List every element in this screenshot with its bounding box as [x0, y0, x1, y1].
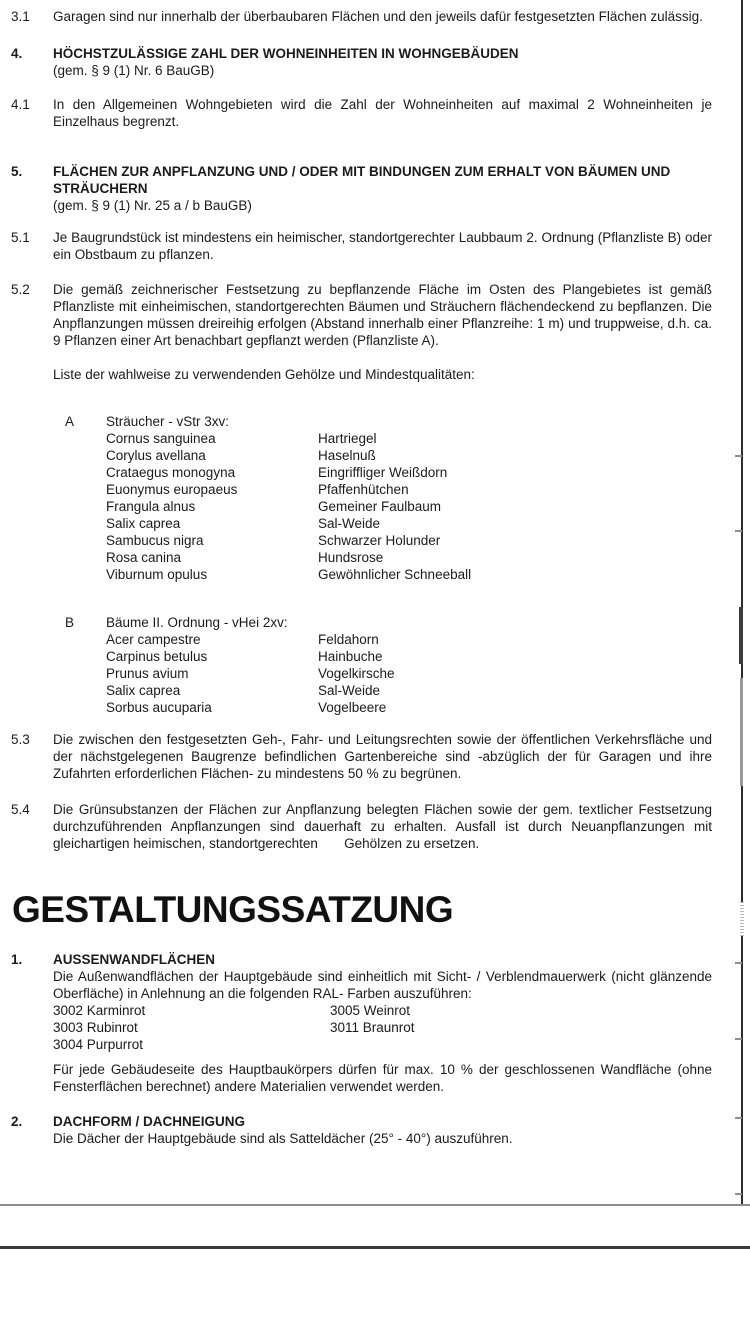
german-name: Haselnuß — [318, 448, 376, 463]
ral-color-row — [53, 1036, 712, 1053]
german-name: Gewöhnlicher Schneeball — [318, 567, 472, 582]
ral-color — [330, 1036, 712, 1053]
clause-number: 5.1 — [11, 230, 30, 245]
section-title: FLÄCHEN ZUR ANPFLANZUNG UND / ODER MIT BINDUNGEN ZUM ERHALT VON BÄUMEN UND STRÄUCHERN — [53, 164, 671, 196]
ral-color-row — [53, 1019, 712, 1036]
latin-name: Rosa canina — [106, 550, 182, 565]
latin-name: Prunus avium — [106, 666, 189, 681]
section-title: AUSSENWANDFLÄCHEN — [53, 952, 215, 967]
clause-text: Je Baugrundstück ist mindestens ein heimischer, standortgerechter Laubbaum 2. Ordnung (Pflanzliste B) oder ein Obstbaum zu pflanzen. — [53, 230, 712, 262]
section-number: 5. — [11, 164, 23, 179]
german-name: Vogelkirsche — [318, 666, 395, 681]
clause-text: Die zwischen den festgesetzten Geh-, Fahr- und Leitungsrechten sowie der öffentlichen Verkehrsfläche und der nächstgelegenen Baugrenze befindlichen Gartenbereiche sind -abzüglich der für Garagen und ihre Zufahrten erforderlichen Flächen- zu mindestens 50 % zu begrünen. — [53, 732, 712, 781]
german-name: Vogelbeere — [318, 700, 387, 715]
plant-row — [106, 430, 666, 447]
german-name: Hundsrose — [318, 550, 384, 565]
section-text: Für jede Gebäudeseite des Hauptbaukörpers dürfen für max. 10 % der geschlossenen Wandfläche (ohne Fensterflächen berechnet) andere Materialien verwendet werden. — [53, 1062, 712, 1094]
latin-name: Euonymus europaeus — [106, 482, 238, 497]
ral-color: 3004 Purpurrot — [53, 1037, 144, 1052]
section-number: 2. — [11, 1114, 23, 1129]
latin-name: Cornus sanguinea — [106, 431, 216, 446]
latin-name: Sorbus aucuparia — [106, 700, 212, 715]
page-edge-artifact — [740, 678, 743, 786]
section-5-heading — [11, 163, 712, 214]
clause-5-1 — [11, 229, 712, 263]
latin-name: Salix caprea — [106, 516, 181, 531]
ral-color: 3011 Braunrot — [330, 1020, 415, 1035]
ral-color: 3003 Rubinrot — [53, 1020, 138, 1035]
plant-row — [106, 498, 666, 515]
chapter-title: GESTALTUNGSSATZUNG — [12, 889, 454, 930]
latin-name: Salix caprea — [106, 683, 181, 698]
plant-list-heading: Bäume II. Ordnung - vHei 2xv: — [106, 615, 288, 630]
plant-list-label: B — [65, 615, 75, 630]
section-title: HÖCHSTZULÄSSIGE ZAHL DER WOHNEINHEITEN IN WOHNGEBÄUDEN — [53, 46, 519, 61]
latin-name: Frangula alnus — [106, 499, 196, 514]
page-edge-tick — [735, 455, 742, 457]
page-edge-vertical-rule — [741, 0, 743, 1204]
section-text: Die Außenwandflächen der Hauptgebäude sind einheitlich mit Sicht- / Verblendmauerwerk (nicht glänzende Oberfläche) in Anlehnung an die folgenden RAL- Farben auszuführen: — [53, 969, 712, 1001]
clause-text: Die Grünsubstanzen der Flächen zur Anpflanzung belegten Flächen sowie der gem. textlicher Festsetzung durchzuführenden Anpflanzungen sind dauerhaft zu erhalten. Ausfall ist durch Neuanpflanzungen mit gleichartigen heimischen, standortgerechten Gehölzen zu ersetzen. — [53, 802, 712, 851]
german-name: Sal-Weide — [318, 683, 381, 698]
german-name: Sal-Weide — [318, 516, 381, 531]
design-section-2 — [11, 1113, 712, 1147]
clause-5-2 — [11, 281, 712, 349]
clause-number: 5.4 — [11, 802, 30, 817]
plant-row — [106, 532, 666, 549]
plant-list-a — [11, 413, 712, 583]
latin-name: Sambucus nigra — [106, 533, 204, 548]
section-legal-ref: (gem. § 9 (1) Nr. 6 BauGB) — [53, 63, 215, 78]
page-edge-tick — [735, 962, 742, 964]
design-section-1 — [11, 951, 712, 1095]
clause-text: Garagen sind nur innerhalb der überbaubaren Flächen und den jeweils dafür festgesetzten Flächen zulässig. — [53, 9, 703, 24]
latin-name: Carpinus betulus — [106, 649, 208, 664]
document-page — [11, 8, 712, 1147]
ral-color-row — [53, 1002, 712, 1019]
clause-text: Die gemäß zeichnerischer Festsetzung zu bepflanzende Fläche im Osten des Plangebietes ist gemäß Pflanzliste mit einheimischen, standortgerechten Bäumen und Sträuchern flächendeckend zu bepflanzen. Die Anpflanzungen müssen dreireihig erfolgen (Abstand innerhalb einer Pflanzreihe: 1 m) und truppweise, d.h. ca. 9 Pflanzen einer Art benachbart gepflanzt werden (Pflanzliste A). — [53, 282, 712, 348]
horizontal-rule-top — [0, 1204, 750, 1206]
section-legal-ref: (gem. § 9 (1) Nr. 25 a / b BauGB) — [53, 198, 252, 213]
plant-list-label: A — [65, 414, 75, 429]
german-name: Pfaffenhütchen — [318, 482, 409, 497]
plant-list-heading: Sträucher - vStr 3xv: — [106, 414, 230, 429]
ral-color: 3002 Karminrot — [53, 1003, 146, 1018]
plant-row — [106, 648, 666, 665]
plant-row — [106, 515, 666, 532]
clause-text: In den Allgemeinen Wohngebieten wird die Zahl der Wohneinheiten auf maximal 2 Wohneinheiten je Einzelhaus begrenzt. — [53, 97, 712, 129]
clause-5-4 — [11, 801, 712, 852]
section-4-heading — [11, 45, 712, 79]
plant-list-b — [11, 614, 712, 716]
plant-row — [106, 699, 666, 716]
german-name: Eingriffliger Weißdorn — [318, 465, 448, 480]
section-number: 4. — [11, 46, 23, 61]
ral-color: 3005 Weinrot — [330, 1003, 411, 1018]
german-name: Hainbuche — [318, 649, 383, 664]
plant-row — [106, 549, 666, 566]
clause-number: 3.1 — [11, 9, 30, 24]
page-edge-tick — [735, 1117, 742, 1119]
plant-row — [106, 631, 666, 648]
plant-list-intro — [11, 366, 712, 383]
clause-5-3 — [11, 731, 712, 782]
plant-row — [106, 447, 666, 464]
plant-row — [106, 481, 666, 498]
latin-name: Viburnum opulus — [106, 567, 208, 582]
plant-list-intro-text: Liste der wahlweise zu verwendenden Gehölze und Mindestqualitäten: — [53, 367, 475, 382]
clause-number: 4.1 — [11, 97, 30, 112]
section-title: DACHFORM / DACHNEIGUNG — [53, 1114, 245, 1129]
plant-row — [106, 566, 666, 583]
section-text: Die Dächer der Hauptgebäude sind als Satteldächer (25° - 40°) auszuführen. — [53, 1131, 513, 1146]
german-name: Schwarzer Holunder — [318, 533, 441, 548]
plant-row — [106, 682, 666, 699]
latin-name: Corylus avellana — [106, 448, 206, 463]
page-edge-artifact — [739, 607, 743, 664]
clause-3-1 — [11, 8, 712, 25]
latin-name: Crataegus monogyna — [106, 465, 236, 480]
plant-row — [106, 464, 666, 481]
german-name: Feldahorn — [318, 632, 379, 647]
clause-number: 5.3 — [11, 732, 30, 747]
horizontal-rule-bottom — [0, 1246, 750, 1249]
plant-row — [106, 665, 666, 682]
latin-name: Acer campestre — [106, 632, 201, 647]
german-name: Hartriegel — [318, 431, 377, 446]
clause-4-1 — [11, 96, 712, 130]
german-name: Gemeiner Faulbaum — [318, 499, 442, 514]
page-edge-artifact — [740, 902, 744, 936]
page-edge-tick — [735, 1193, 742, 1195]
page-edge-tick — [735, 530, 742, 532]
page-edge-tick — [735, 1038, 742, 1040]
section-number: 1. — [11, 952, 23, 967]
clause-number: 5.2 — [11, 282, 30, 297]
